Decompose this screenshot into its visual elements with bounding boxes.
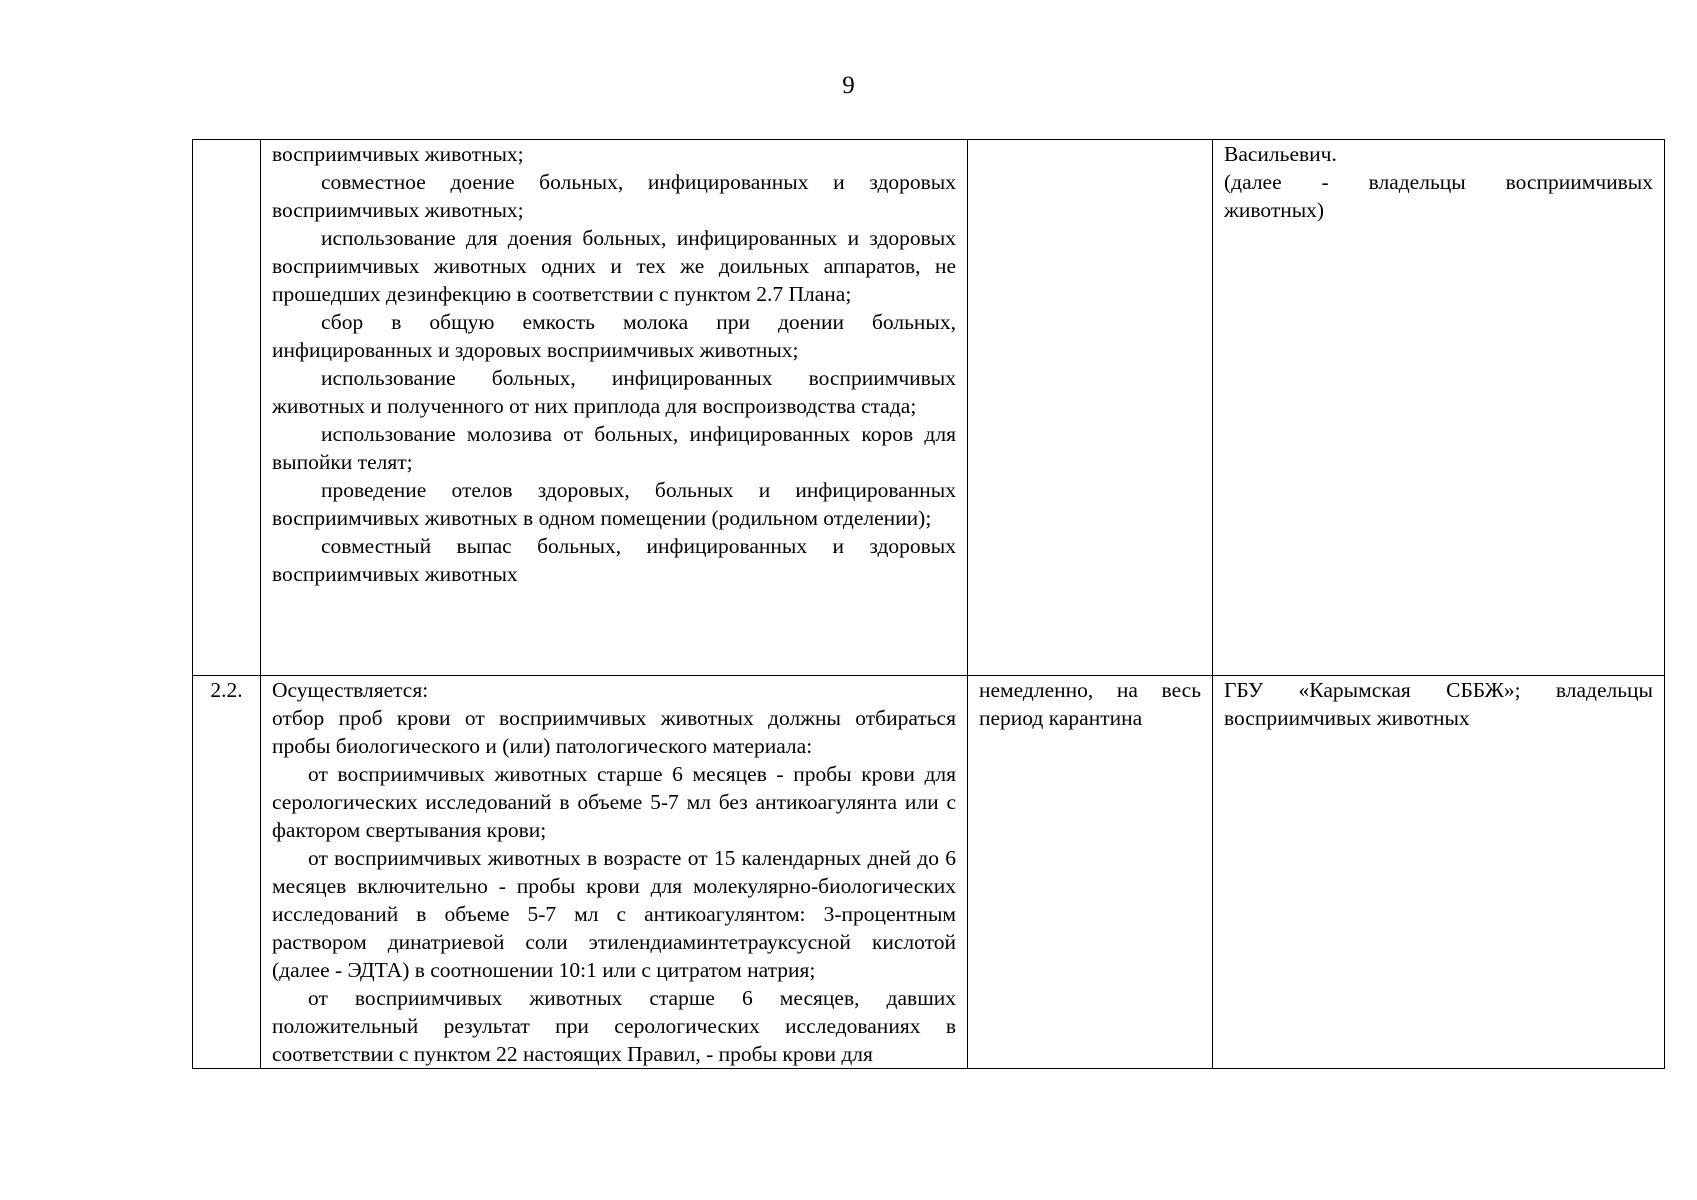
- table-row: [193, 676, 1665, 1069]
- deadline-cell: [968, 140, 1213, 676]
- measures-cell: [261, 676, 968, 1069]
- measure-paragraph: проведение отелов здоровых, больных и инфицированных восприимчивых животных в одном помещении (родильном отделении);: [272, 478, 956, 530]
- table-row: [193, 140, 1665, 676]
- row-number-cell: 2.2.: [193, 676, 261, 1069]
- responsible-text: Васильевич.: [1224, 142, 1337, 166]
- measure-paragraph: совместный выпас больных, инфицированных и здоровых восприимчивых животных: [272, 534, 956, 586]
- responsible-text: ГБУ «Карымская СББЖ»; владельцы восприимчивых животных: [1224, 678, 1653, 730]
- measure-paragraph: Осуществляется:: [272, 678, 429, 702]
- page-number: 9: [842, 72, 855, 99]
- measure-paragraph: использование больных, инфицированных восприимчивых животных и полученного от них приплода для воспроизводства стада;: [272, 366, 956, 418]
- measure-paragraph: использование молозива от больных, инфицированных коров для выпойки телят;: [272, 422, 956, 474]
- measures-cell: [261, 140, 968, 676]
- row-number-cell: [193, 140, 261, 676]
- responsible-cell: [1213, 140, 1665, 676]
- measure-paragraph: сбор в общую емкость молока при доении больных, инфицированных и здоровых восприимчивых животных;: [272, 310, 956, 362]
- deadline-text: немедленно, на весь период карантина: [979, 678, 1201, 730]
- responsible-text: (далее - владельцы восприимчивых животных): [1224, 170, 1653, 222]
- deadline-cell: [968, 676, 1213, 1069]
- measure-paragraph: использование для доения больных, инфицированных и здоровых восприимчивых животных одних и тех же доильных аппаратов, не прошедших дезинфекцию в соответствии с пунктом 2.7 Плана;: [272, 226, 956, 306]
- measure-paragraph: от восприимчивых животных старше 6 месяцев, давших положительный результат при серологических исследованиях в соответствии с пунктом 22 настоящих Правил, - пробы крови для: [272, 986, 956, 1066]
- measure-paragraph: отбор проб крови от восприимчивых животных должны отбираться пробы биологического и (или) патологического материала:: [272, 706, 956, 758]
- measures-table: [192, 139, 1665, 1069]
- measure-paragraph: совместное доение больных, инфицированных и здоровых восприимчивых животных;: [272, 170, 956, 222]
- responsible-cell: [1213, 676, 1665, 1069]
- measure-paragraph: восприимчивых животных;: [272, 142, 524, 166]
- measure-paragraph: от восприимчивых животных старше 6 месяцев - пробы крови для серологических исследований в объеме 5-7 мл без антикоагулянта или с фактором свертывания крови;: [272, 762, 956, 842]
- measure-paragraph: от восприимчивых животных в возрасте от 15 календарных дней до 6 месяцев включительно - пробы крови для молекулярно-биологических исследований в объеме 5-7 мл с антикоагулянтом: 3-процентным раствором динатриевой соли этилендиаминтетрауксусной кислотой (далее - ЭДТА) в соотношении 10:1 или с цитратом натрия;: [272, 846, 956, 982]
